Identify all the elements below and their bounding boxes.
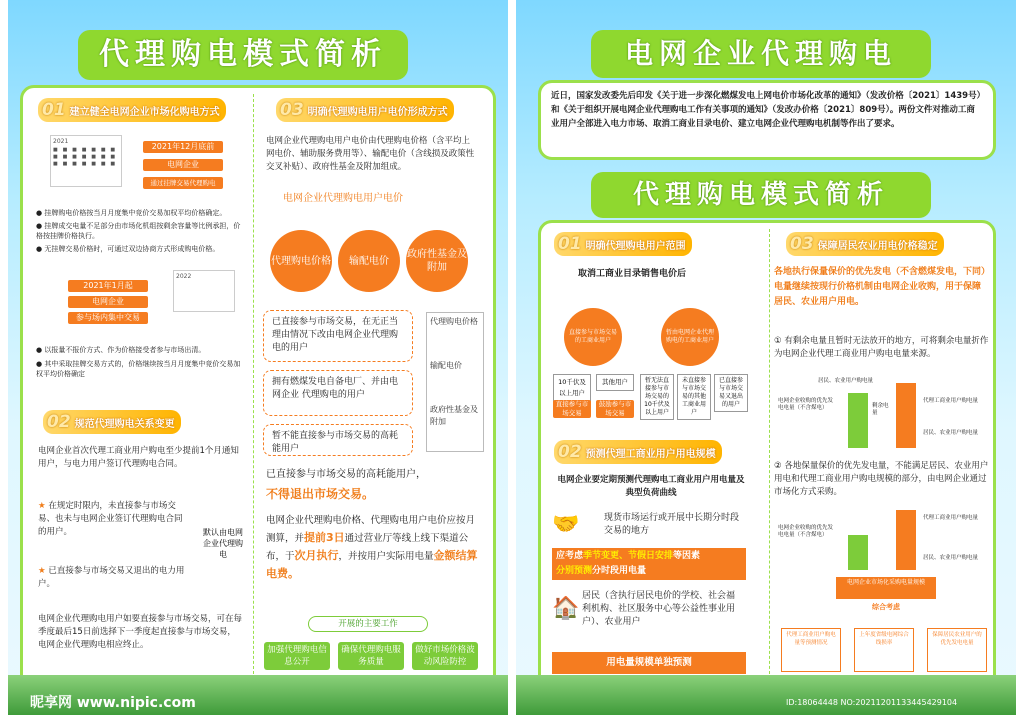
- s3-para-3: 电网企业代理购电价格、代理购电用户电价应按月测算，并提前3日通过营业厅等线上线下渠道公布，于次月执行，并按用户实际用电量金额结算电费。: [266, 515, 478, 580]
- calendar-icon: 2021 ■ ■ ■ ■ ■ ■ ■ ■ ■ ■ ■ ■ ■ ■ ■ ■ ■ ■ ■ ■ ■: [50, 135, 122, 187]
- box-not-direct: 未直接参与市场交易的其他工商业用户: [677, 374, 711, 420]
- work-item-1: 加强代理购电信息公开: [264, 642, 330, 670]
- label-encourage: 鼓励参与市场交易: [596, 400, 634, 418]
- circle-agent-users: 暂由电网企业代理购电的工商业用户: [661, 308, 719, 366]
- section-03-header: 03 明确代理购电用户电价形成方式: [276, 98, 454, 122]
- flow-item-1: 代理工商业用户购电量等预测情况: [781, 628, 841, 672]
- tag-2021-1: 2021年1月起: [68, 280, 148, 292]
- flow-item-2: 上年度省级电网综合线损率: [854, 628, 914, 672]
- right-s2-btn: 用电量规模单独预测: [552, 652, 746, 674]
- left-poster: [8, 0, 508, 715]
- grass-ground-right: [516, 675, 1016, 715]
- right-s3-p3: ② 各地保量保价的优先发电量，不能满足居民、农业用户用电和代理工商业用户购电规模的部分，由电网企业通过市场化方式采购。: [774, 461, 989, 497]
- s2-star-1: ★ 在规定时限内，未直接参与市场交易、也未与电网企业签订代理购电合同的用户。: [38, 501, 183, 537]
- circle-government-fund: 政府性基金及附加: [406, 230, 468, 292]
- right-main-title-1: 电网企业代理购电: [591, 30, 931, 78]
- circle-agent-price: 代理购电价格: [270, 230, 332, 292]
- notice-card: [538, 80, 996, 160]
- s1-bullets-2: ● 以报量不报价方式、作为价格接受者参与市场出清。 ● 其中采取挂牌交易方式的，价格继续按当月月度集中竞价交易加权平均价格确定: [36, 346, 241, 378]
- calendar-icon-2: 2022: [173, 270, 235, 312]
- watermark-site: 昵享网 www.nipic.com: [30, 695, 196, 711]
- box-exited: 已直接参与市场交易又退出的用户: [714, 374, 748, 412]
- s2-star-2: ★ 已直接参与市场交易又退出的电力用户。: [38, 566, 185, 589]
- tag-listing-trade: 通过挂牌交易代理购电: [143, 177, 223, 189]
- box-cannot-direct: 暂无法直接参与市场交易的10千伏及以上用户: [640, 374, 674, 420]
- right-section-03-header: 03 保障居民农业用电价格稳定: [786, 232, 944, 256]
- section-02-header: 02 规范代理购电关系变更: [43, 410, 181, 434]
- work-item-2: 确保代理购电服务质量: [338, 642, 404, 670]
- right-s1-sub: 取消工商业目录销售电价后: [578, 269, 687, 279]
- s2-para-2: 电网企业代理购电用户如要直接参与市场交易，可在每季度最后15日前选择下一季度起直接参与市场交易，电网企业代理购电相应终止。: [38, 614, 243, 650]
- s3-subtitle: 电网企业代理购电用户电价: [283, 193, 403, 204]
- tag-grid-company-2: 电网企业: [68, 296, 148, 308]
- s1-bullets-1: ● 挂牌购电价格按当月月度集中竞价交易加权平均价格确定。 ● 挂牌成交电量不足部分由市场化机组按剩余容量等比例承担，价格按挂牌价格执行。 ● 无挂牌交易价格时，可通过双边协商方式形成购电价格。: [36, 209, 241, 253]
- right-s2-highlight: 应考虑季节变更、节假日安排等因素 分别预测分时段用电量: [552, 548, 746, 580]
- right-s3-p1: 各地执行保量保价的优先发电（不含燃煤发电，下同）电量继续按现行价格机制由电网企业收购，用于保障居民、农业用户用电。: [774, 267, 986, 307]
- box-other: 其他用户: [596, 374, 634, 391]
- right-s2-p1: 现货市场运行或开展中长期分时段交易的地方: [604, 513, 740, 536]
- circle-direct-users: 直接参与市场交易的工商业用户: [564, 308, 622, 366]
- tag-2021-12: 2021年12月底前: [143, 141, 223, 153]
- user-box-3: 暂不能直接参与市场交易的高耗能用户: [263, 424, 413, 456]
- circle-transmission: 输配电价: [338, 230, 400, 292]
- right-poster: [516, 0, 1016, 715]
- tag-grid-company: 电网企业: [143, 159, 223, 171]
- flow-item-3: 保障居民农业用户的优先发电电量: [927, 628, 987, 672]
- house-icon: 🏠: [552, 596, 580, 621]
- label-direct: 直接参与市场交易: [553, 400, 591, 418]
- s2-para-1: 电网企业首次代理工商业用户购电至少提前1个月通知用户，与电力用户签订代理购电合同。: [38, 446, 239, 469]
- box-10kv: 10千伏及以上用户: [553, 374, 591, 402]
- s3-intro: 电网企业代理购电用户电价由代理购电价格（含平均上网电价、辅助服务费用等）、输配电价（含线损及政策性交叉补贴）、政府性基金及附加组成。: [266, 136, 475, 172]
- flow-mid: 综合考虑: [872, 603, 900, 611]
- handshake-icon: 🤝: [552, 512, 580, 537]
- s3-line-2: 不得退出市场交易。: [266, 487, 375, 501]
- right-s2-head: 电网企业要定期预测代理购电工商业用户用电量及典型负荷曲线: [557, 475, 745, 498]
- flow-top: 电网企业市场化采购电量规模: [836, 577, 936, 599]
- work-item-3: 做好市场价格波动风险防控: [412, 642, 478, 670]
- chart-2: 电网企业收购的优先发电电量（不含煤电） 代理工商业用户购电量 居民、农业用户购电量: [778, 505, 988, 573]
- default-agent-label: 默认由电网企业代理购电: [198, 525, 248, 562]
- right-main-title-2: 代理购电模式简析: [591, 172, 931, 218]
- s3-line-1: 已直接参与市场交易的高耗能用户，: [266, 469, 426, 480]
- right-s3-p2: ① 有剩余电量且暂时无法放开的地方，可将剩余电量折作为电网企业代理工商业用户购电电量来源。: [774, 336, 989, 359]
- chart-1: 电网企业收购的优先发电电量（不含煤电） 居民、农业用户购电量 剩余电量 代理工商业用户购电量 居民、农业用户购电量: [778, 378, 988, 456]
- right-section-01-header: 01 明确代理购电用户范围: [554, 232, 692, 256]
- right-section-02-header: 02 预测代理工商业用户用电规模: [554, 440, 722, 464]
- user-box-2: 拥有燃煤发电自备电厂、并由电网企业 代理购电的用户: [263, 370, 413, 416]
- work-title: 开展的主要工作: [308, 616, 428, 632]
- left-main-title: 代理购电模式简析: [78, 30, 408, 80]
- side-box: 代理购电价格 输配电价 政府性基金及附加: [426, 312, 484, 452]
- notice-text: 近日，国家发改委先后印发《关于进一步深化燃煤发电上网电价市场化改革的通知》（发改价格〔2021〕1439号）和《关于组织开展电网企业代理购电工作有关事项的通知》（发改办价格〔2021〕809号）。两份文件对推动工商业用户全部进入电力市场、取消工商业目录电价、建立电网企业代理购电机制等作出了要求。: [551, 91, 981, 129]
- tag-central-trade: 参与场内集中交易: [68, 312, 148, 324]
- right-s2-p3: 居民（含执行居民电价的学校、社会福利机构、社区服务中心等公益性事业用户）、农业用户: [582, 591, 736, 627]
- user-box-1: 已直接参与市场交易，在无正当理由情况下改由电网企业代理购电的用户: [263, 310, 413, 362]
- section-01-header: 01 建立健全电网企业市场化购电方式: [38, 98, 226, 122]
- watermark-id: ID:18064448 NO:20211201133445429104: [786, 698, 958, 707]
